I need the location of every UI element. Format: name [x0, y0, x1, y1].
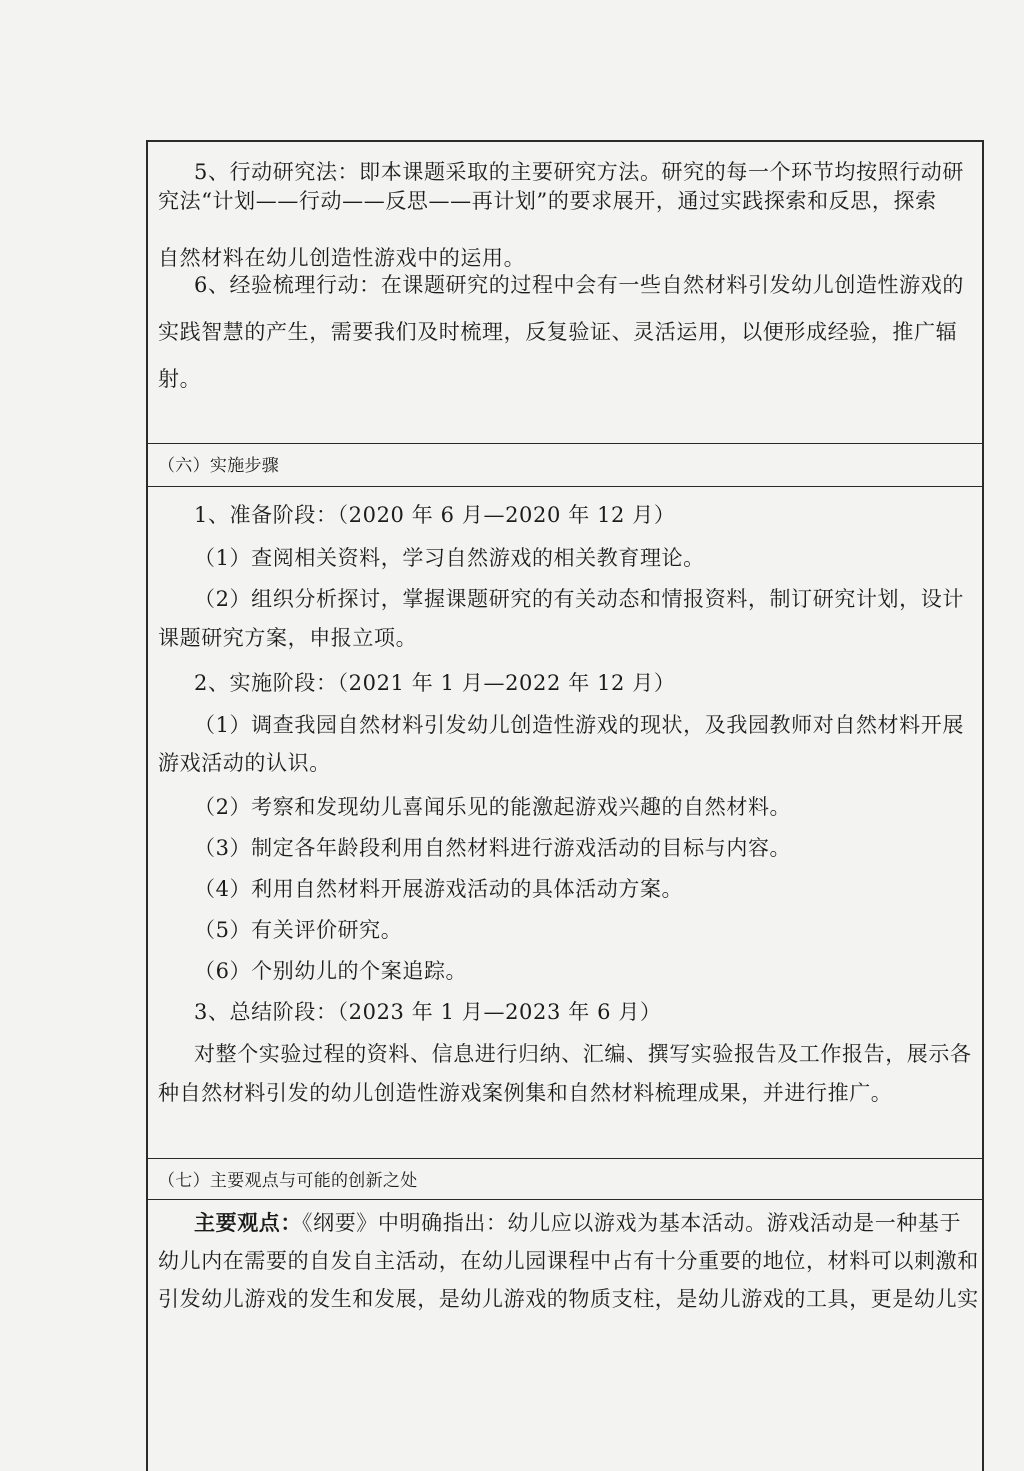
paragraph-6-line-3: 射。 [158, 367, 202, 391]
stage-1-item-2-line-1: （2）组织分析探讨，掌握课题研究的有关动态和情报资料，制订研究计划，设计 [194, 587, 964, 611]
section-7-line-1-text: 《纲要》中明确指出：幼儿应以游戏为基本活动。游戏活动是一种基于 [302, 1211, 962, 1235]
main-points-label: 主要观点： [194, 1210, 302, 1235]
row-divider [148, 1199, 982, 1200]
row-divider [148, 1158, 982, 1159]
stage-2-item-5: （5）有关评价研究。 [194, 918, 403, 942]
section-7-line-1 [194, 1209, 961, 1237]
stage-2-item-2: （2）考察和发现幼儿喜闻乐见的能激起游戏兴趣的自然材料。 [194, 795, 792, 819]
section-7-line-2: 幼儿内在需要的自发自主活动，在幼儿园课程中占有十分重要的地位，材料可以刺激和 [158, 1249, 979, 1273]
stage-2-item-1-line-1: （1）调查我园自然材料引发幼儿创造性游戏的现状，及我园教师对自然材料开展 [194, 713, 964, 737]
section-6-header: （六）实施步骤 [158, 456, 280, 476]
stage-1-item-2-line-2: 课题研究方案，申报立项。 [158, 626, 418, 650]
section-7-header: （七）主要观点与可能的创新之处 [158, 1171, 418, 1191]
form-table [146, 140, 984, 1471]
stage-2-item-6: （6）个别幼儿的个案追踪。 [194, 959, 468, 983]
section-7-line-3: 引发幼儿游戏的发生和发展，是幼儿游戏的物质支柱，是幼儿游戏的工具，更是幼儿实 [158, 1287, 979, 1311]
row-divider [148, 486, 982, 487]
stage-2-title: 2、实施阶段：（2021 年 1 月—2022 年 12 月） [194, 671, 676, 695]
paragraph-6-line-1: 6、经验梳理行动：在课题研究的过程中会有一些自然材料引发幼儿创造性游戏的 [194, 273, 964, 297]
stage-3-line-1: 对整个实验过程的资料、信息进行归纳、汇编、撰写实验报告及工作报告，展示各 [194, 1042, 972, 1066]
stage-2-item-1-line-2: 游戏活动的认识。 [158, 751, 331, 775]
stage-3-title: 3、总结阶段：（2023 年 1 月—2023 年 6 月） [194, 1000, 662, 1024]
row-divider [148, 443, 982, 444]
stage-2-item-3: （3）制定各年龄段利用自然材料进行游戏活动的目标与内容。 [194, 836, 792, 860]
stage-1-title: 1、准备阶段：（2020 年 6 月—2020 年 12 月） [194, 503, 676, 527]
stage-3-line-2: 种自然材料引发的幼儿创造性游戏案例集和自然材料梳理成果，并进行推广。 [158, 1081, 893, 1105]
paragraph-5-line-1: 5、行动研究法：即本课题采取的主要研究方法。研究的每一个环节均按照行动研 [194, 160, 964, 184]
stage-1-item-1: （1）查阅相关资料，学习自然游戏的相关教育理论。 [194, 546, 705, 570]
paragraph-6-line-2: 实践智慧的产生，需要我们及时梳理，反复验证、灵活运用，以便形成经验，推广辐 [158, 320, 958, 344]
stage-2-item-4: （4）利用自然材料开展游戏活动的具体活动方案。 [194, 877, 684, 901]
paragraph-5-line-3: 自然材料在幼儿创造性游戏中的运用。 [158, 246, 526, 270]
paragraph-5-line-2: 究法“计划——行动——反思——再计划”的要求展开，通过实践探索和反思，探索 [158, 189, 937, 213]
